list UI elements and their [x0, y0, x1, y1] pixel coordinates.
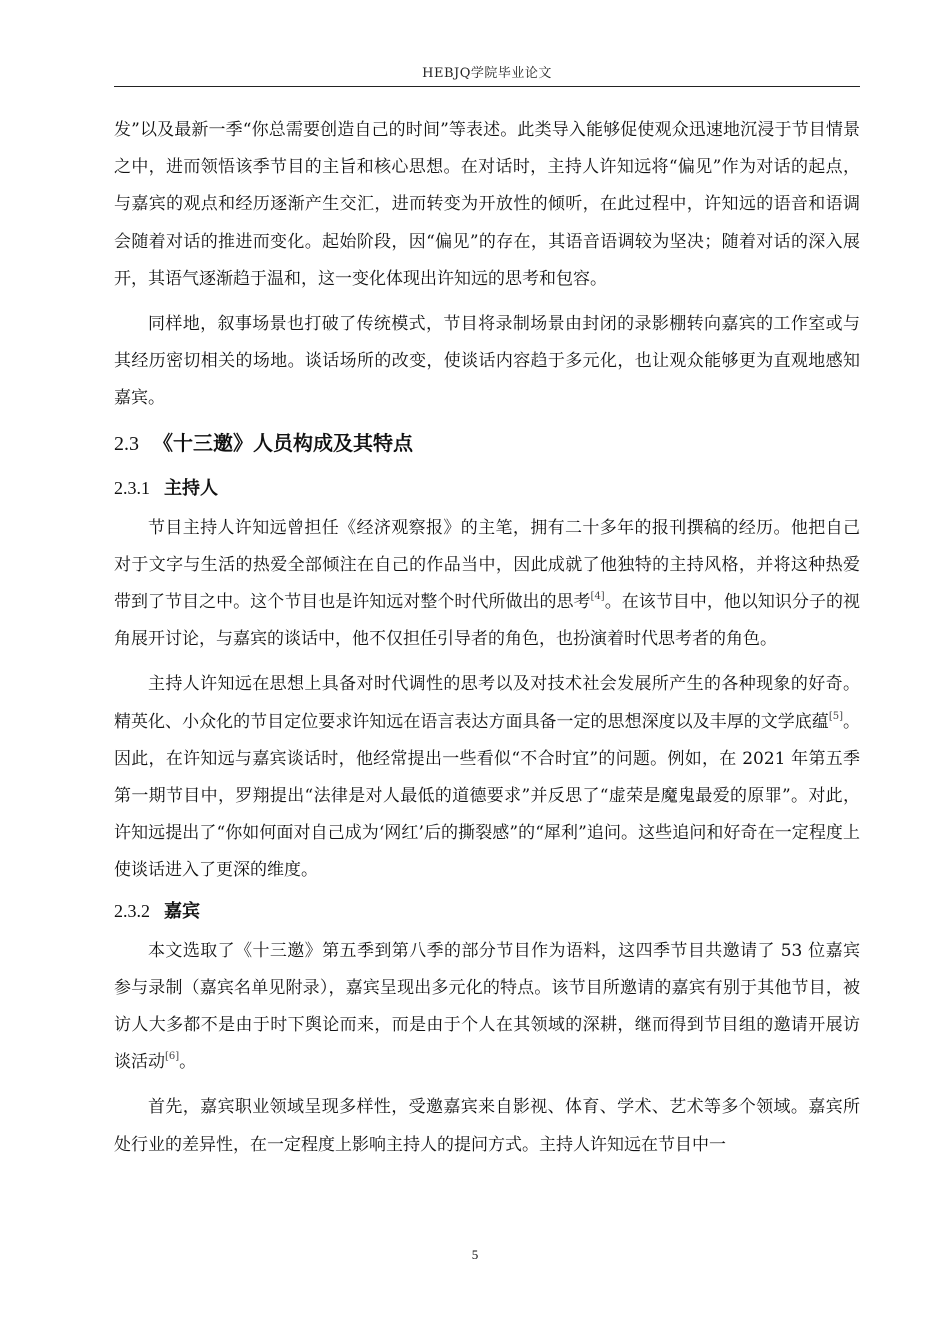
page-header: HEBJQ学院毕业论文 — [422, 66, 552, 81]
citation-ref[interactable]: [6] — [165, 1051, 180, 1063]
paragraph-host-thinking: 主持人许知远在思想上具备对时代调性的思考以及对技术社会发展所产生的各种现象的好奇。精英化、小众化的节目定位要求许知远在语言表达方面具备一定的思想深度以及丰厚的文学底蕴[5]。因此，在许知远与嘉宾谈话时，他经常提出一些看似“不合时宜”的问题。例如，在 2021 年第五季第一期节目中，罗翔提出“法律是对人最低的道德要求”并反思了“虚荣是魔鬼最爱的原罪”。对此，许知远提出了“你如何面对自己成为‘网红’后的撕裂感”的“犀利”追问。这些追问和好奇在一定程度上使谈话进入了更深的维度。 — [114, 674, 861, 881]
subsection-heading-2-3-1 — [114, 469, 860, 508]
document-body — [114, 112, 860, 1164]
subsection-heading-2-3-2 — [114, 892, 860, 931]
subsection-number: 2.3.2 — [114, 900, 150, 921]
subsection-number: 2.3.1 — [114, 477, 150, 498]
citation-ref[interactable]: [4] — [590, 591, 605, 603]
section-number: 2.3 — [114, 432, 139, 455]
citation-ref[interactable]: [5] — [828, 710, 843, 722]
paragraph-continued: 发”以及最新一季“你总需要创造自己的时间”等表述。此类导入能够促使观众迅速地沉浸于节目情景之中，进而领悟该季节目的主旨和核心思想。在对话时，主持人许知远将“偏见”作为对话的起点，与嘉宾的观点和经历逐渐产生交汇，进而转变为开放性的倾听，在此过程中，许知远的语音和语调会随着对话的推进而变化。起始阶段，因“偏见”的存在，其语音语调较为坚决；随着对话的深入展开，其语气逐渐趋于温和，这一变化体现出许知远的思考和包容。 — [114, 120, 860, 289]
paragraph-host-background: 节目主持人许知远曾担任《经济观察报》的主笔，拥有二十多年的报刊撰稿的经历。他把自己对于文字与生活的热爱全部倾注在自己的作品当中，因此成就了他独特的主持风格，并将这种热爱带到了节目之中。这个节目也是许知远对整个时代所做出的思考[4]。在该节目中，他以知识分子的视角展开讨论，与嘉宾的谈话中，他不仅担任引导者的角色，也扮演着时代思考者的角色。 — [114, 517, 861, 650]
header-rule — [114, 86, 860, 87]
paragraph-narrative-scene: 同样地，叙事场景也打破了传统模式，节目将录制场景由封闭的录影棚转向嘉宾的工作室或与其经历密切相关的场地。谈话场所的改变，使谈话内容趋于多元化，也让观众能够更为直观地感知嘉宾。 — [114, 314, 860, 409]
paragraph-guests-overview: 本文选取了《十三邀》第五季到第八季的部分节目作为语料，这四季节目共邀请了 53 位嘉宾参与录制（嘉宾名单见附录），嘉宾呈现出多元化的特点。该节目所邀请的嘉宾有别于其他节目，被访人大多都不是由于时下舆论而来，而是由于个人在其领域的深耕，继而得到节目组的邀请开展访谈活动[6]。 — [114, 940, 860, 1073]
section-heading-2-3 — [114, 424, 860, 463]
subsection-title: 主持人 — [164, 477, 218, 499]
paragraph-guests-diversity: 首先，嘉宾职业领域呈现多样性，受邀嘉宾来自影视、体育、学术、艺术等多个领域。嘉宾所处行业的差异性，在一定程度上影响主持人的提问方式。主持人许知远在节目中一 — [114, 1097, 860, 1155]
section-title: 《十三邀》人员构成及其特点 — [153, 430, 413, 455]
subsection-title: 嘉宾 — [164, 900, 200, 922]
page-number: 5 — [471, 1247, 479, 1262]
